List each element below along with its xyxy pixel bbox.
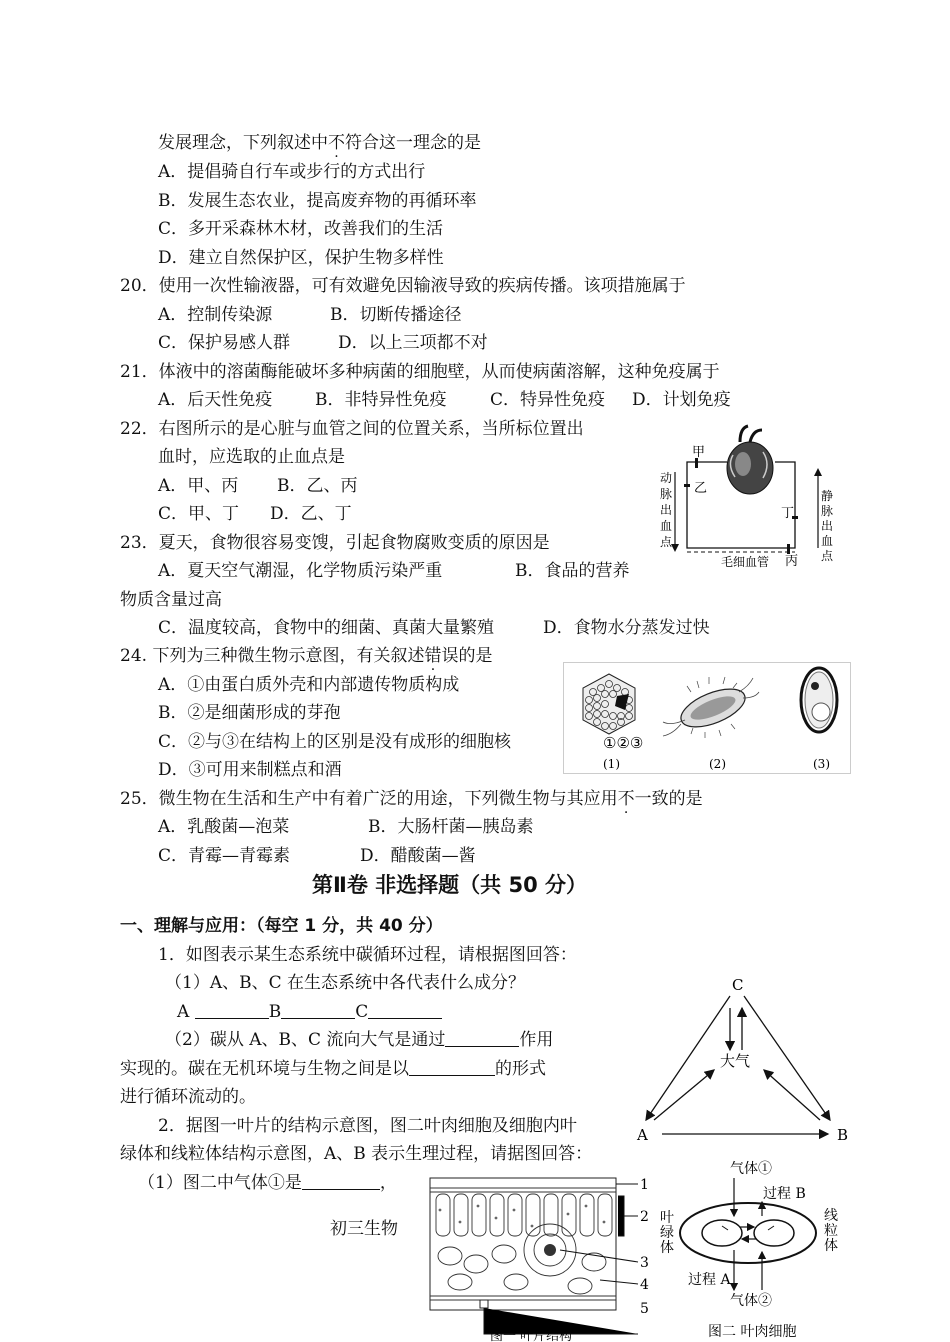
svg-text:点: 点	[660, 535, 673, 549]
q23-option-d: D．食物水分蒸发过快	[543, 618, 710, 638]
svg-text:脉: 脉	[660, 487, 673, 501]
svg-text:动: 动	[660, 471, 673, 485]
q21-option-d: D．计划免疫	[632, 390, 731, 410]
leaf-label-4: 4	[640, 1277, 649, 1293]
heart-icon	[727, 426, 773, 494]
label-3: (3)	[813, 757, 830, 771]
q24-stem: 24. 下列为三种微生物示意图，有关叙述错误的是	[120, 646, 493, 666]
q19-stem: 发展理念，下列叙述中不符合这一理念的是	[158, 133, 481, 153]
q21-option-b: B．非特异性免疫	[315, 390, 447, 410]
svg-text:出: 出	[821, 519, 834, 533]
p1-blanks: A B C	[177, 1001, 442, 1023]
process-b-label: 过程 B	[763, 1186, 806, 1202]
vein-bleed-label	[821, 488, 834, 563]
q23-option-c: C．温度较高，食物中的细菌、真菌大量繁殖	[158, 618, 495, 638]
label-yi: 乙	[694, 481, 708, 496]
q21-stem: 21．体液中的溶菌酶能破坏多种病菌的细胞壁，从而使病菌溶解，这种免疫属于	[120, 362, 720, 382]
fig1-caption: 图一 叶片结构	[490, 1329, 573, 1342]
answer-blank-gas1[interactable]	[302, 1172, 380, 1190]
leaf-label-5: 5	[640, 1301, 649, 1317]
section1-title: 一、理解与应用：（每空 1 分，共 40 分）	[120, 916, 443, 936]
microbe-diagram	[563, 662, 851, 774]
q22-stem-line1: 22．右图所示的是心脏与血管之间的位置关系，当所标位置出	[120, 419, 584, 439]
p1-sub1: （1）A、B、C 在生态系统中各代表什么成分？	[165, 973, 525, 993]
node-c: C	[732, 976, 744, 994]
p1-stem: 1．如图表示某生态系统中碳循环过程，请根据图回答：	[158, 945, 577, 965]
q20-option-a: A．控制传染源	[158, 305, 273, 325]
mitochondrion-label	[824, 1207, 838, 1254]
label-2: (2)	[709, 757, 726, 771]
q24-option-a: A．①由蛋白质外壳和内部遗传物质构成	[158, 675, 460, 695]
label-1: (1)	[603, 757, 620, 771]
q23-option-b-cont: 物质含量过高	[120, 590, 222, 610]
p2-sub1: （1）图二中气体①是 ，	[138, 1173, 397, 1193]
process-a-label: 过程 A	[688, 1272, 731, 1288]
q19-option-c: C．多开采森林木材，改善我们的生活	[158, 219, 444, 239]
q22-option-b: B．乙、丙	[277, 476, 358, 496]
q21-option-a: A．后天性免疫	[158, 390, 273, 410]
q20-option-d: D．以上三项都不对	[338, 333, 488, 353]
yeast-icon	[801, 668, 837, 732]
artery-bleed-label	[660, 470, 673, 549]
q19-option-b: B．发展生态农业，提高废弃物的再循环率	[158, 191, 477, 211]
svg-text:点: 点	[821, 549, 834, 563]
virus-icon	[583, 674, 635, 734]
emphasis-dot: 不	[328, 133, 345, 153]
q23-stem: 23．夏天，食物很容易变馊，引起食物腐败变质的原因是	[120, 533, 550, 553]
q21-option-c: C．特异性免疫	[490, 390, 606, 410]
answer-blank-process[interactable]	[445, 1029, 519, 1047]
leaf-structure-diagram	[420, 1170, 660, 1342]
q24-option-c: C．②与③在结构上的区别是没有成形的细胞核	[158, 732, 512, 752]
part2-title: 第Ⅱ卷 非选择题（共 50 分）	[312, 873, 587, 897]
svg-text:出: 出	[660, 503, 673, 517]
chloroplast-label	[660, 1210, 674, 1256]
heart-vessel-diagram	[655, 420, 835, 572]
leaf-label-2: 2	[640, 1209, 649, 1225]
fig2-caption: 图二 叶肉细胞	[708, 1324, 797, 1340]
svg-text:静: 静	[821, 489, 834, 503]
q20-option-c: C．保护易感人群	[158, 333, 291, 353]
p2-line2: 绿体和线粒体结构示意图，A、B 表示生理过程，请据图回答：	[120, 1144, 593, 1164]
p1-sub2: （2）碳从 A、B、C 流向大气是通过 作用	[165, 1030, 554, 1050]
footer-text: 初三生物	[330, 1219, 398, 1239]
svg-text:绿: 绿	[660, 1225, 674, 1241]
answer-blank-b[interactable]	[281, 1001, 355, 1019]
q20-option-b: B．切断传播途径	[330, 305, 462, 325]
answer-blank-c[interactable]	[368, 1001, 442, 1019]
answer-blank-a[interactable]	[195, 1001, 269, 1019]
node-b: B	[837, 1126, 849, 1144]
mesophyll-cell-diagram	[650, 1156, 850, 1342]
q20-stem: 20．使用一次性输液器，可有效避免因输液导致的疾病传播。该项措施属于	[120, 276, 686, 296]
q22-option-a: A．甲、丙	[158, 476, 239, 496]
label-jia: 甲	[692, 445, 706, 460]
leaf-label-1: 1	[640, 1177, 649, 1193]
q25-option-d: D．醋酸菌—酱	[360, 846, 476, 866]
emphasis-dot: 错	[424, 646, 442, 666]
q23-option-a: A．夏天空气潮湿，化学物质污染严重	[158, 561, 443, 581]
bacterium-icon	[663, 677, 759, 738]
node-a: A	[637, 1126, 648, 1144]
answer-blank-form[interactable]	[409, 1058, 495, 1076]
fig-caption-numbers: ①②③	[603, 734, 644, 752]
svg-text:血: 血	[821, 534, 834, 548]
node-air: 大气	[720, 1052, 751, 1070]
label-bing: 丙	[785, 554, 799, 569]
p2-line1: 2．据图一叶片的结构示意图，图二叶肉细胞及细胞内叶	[158, 1116, 577, 1136]
p1-line2: 实现的。碳在无机环境与生物之间是以 的形式	[120, 1059, 546, 1079]
q25-option-c: C．青霉—青霉素	[158, 846, 291, 866]
q23-option-b: B．食品的营养	[515, 561, 630, 581]
svg-text:线: 线	[824, 1208, 838, 1224]
label-capillary: 毛细血管	[721, 555, 770, 569]
q25-option-b: B．大肠杆菌—胰岛素	[368, 817, 534, 837]
p1-line3: 进行循环流动的。	[120, 1087, 256, 1107]
q24-option-b: B．②是细菌形成的芽孢	[158, 703, 341, 723]
emphasis-dot: 不	[617, 789, 635, 809]
svg-text:脉: 脉	[821, 504, 834, 518]
leaf-label-3: 3	[640, 1255, 649, 1271]
gas2-label: 气体②	[730, 1293, 772, 1309]
q25-option-a: A．乳酸菌—泡菜	[158, 817, 290, 837]
carbon-cycle-diagram	[632, 970, 864, 1150]
svg-text:粒: 粒	[824, 1223, 838, 1239]
svg-text:血: 血	[660, 519, 673, 533]
label-ding: 丁	[781, 506, 795, 521]
q19-option-d: D．建立自然保护区，保护生物多样性	[158, 248, 444, 268]
svg-text:体: 体	[824, 1238, 838, 1254]
svg-text:体: 体	[660, 1240, 674, 1256]
svg-text:叶: 叶	[660, 1210, 674, 1226]
q24-option-d: D．③可用来制糕点和酒	[158, 760, 342, 780]
q19-option-a: A．提倡骑自行车或步行的方式出行	[158, 162, 426, 182]
q25-stem: 25．微生物在生活和生产中有着广泛的用途，下列微生物与其应用不一致的是	[120, 789, 703, 809]
q22-option-c: C．甲、丁	[158, 504, 240, 524]
q22-stem-line2: 血时，应选取的止血点是	[158, 447, 345, 467]
q22-option-d: D．乙、丁	[270, 504, 352, 524]
gas1-label: 气体①	[730, 1161, 772, 1177]
